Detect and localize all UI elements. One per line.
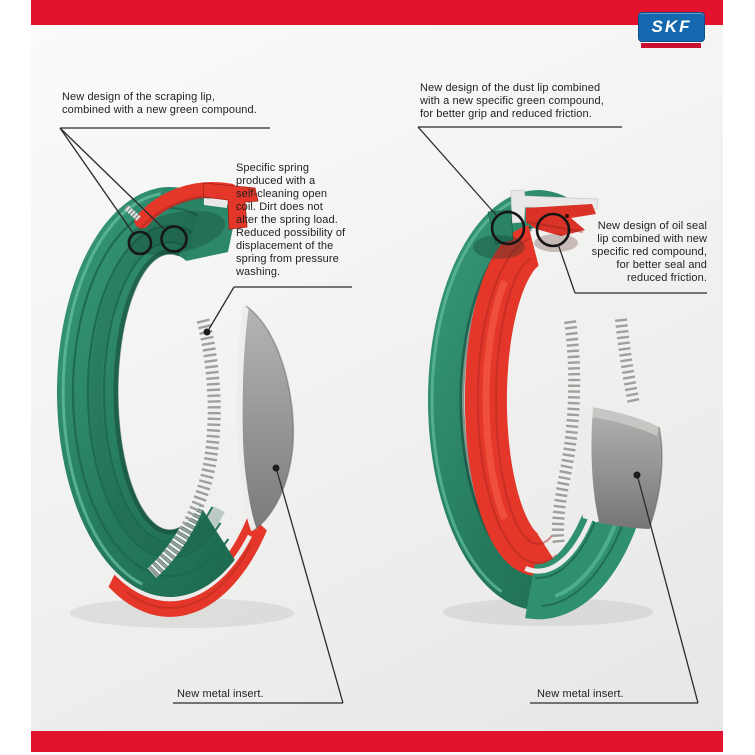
annotation-metal-insert-right: [537, 688, 624, 701]
annotation-line: New design of oil seal: [597, 220, 707, 232]
annotation-dust-lip: [420, 82, 604, 121]
right-seal-spring-curved: [558, 321, 574, 545]
annotation-line: with a new specific green compound,: [420, 95, 604, 107]
right-seal-metal-insert: [577, 407, 661, 529]
annotation-line: self-cleaning open: [236, 188, 328, 200]
annotation-line: spring from pressure: [236, 253, 339, 265]
annotation-line: New design of the dust lip combined: [420, 82, 601, 94]
annotation-scraping-lip: [62, 91, 257, 117]
scraping-lip-leader: [60, 128, 165, 230]
metal-insert-right-leader: [638, 478, 698, 703]
annotation-line: Reduced possibility of: [236, 227, 346, 239]
annotation-line: washing.: [236, 266, 281, 278]
annotation-metal-insert-left: [177, 688, 264, 701]
annotation-line: Specific spring: [236, 162, 310, 174]
annotation-line: lip combined with new: [597, 233, 707, 245]
spring-leader-dot: [204, 329, 211, 336]
annotation-line: for better grip and reduced friction.: [420, 108, 592, 120]
annotation-line: for better seal and: [616, 259, 707, 271]
right-seal-spring-straight: [621, 319, 634, 404]
annotation-line: displacement of the: [236, 240, 334, 252]
right-seal-red-band: [478, 239, 557, 563]
spring-leader: [209, 287, 234, 329]
annotation-line: alter the spring load.: [236, 214, 338, 226]
annotation-line: New design of the scraping lip,: [62, 91, 215, 103]
annotation-line: specific red compound,: [591, 246, 707, 258]
metal-insert-right-dot: [634, 472, 641, 479]
annotation-line: New metal insert.: [537, 688, 624, 700]
skf-logo-text: SKF: [651, 17, 692, 36]
annotation-line: reduced friction.: [627, 272, 707, 284]
annotation-line: coil. Dirt does not: [236, 201, 323, 213]
metal-insert-left-leader: [277, 471, 343, 703]
annotation-oil-seal-lip: [540, 220, 707, 285]
dust-lip-leader: [418, 127, 497, 216]
scraping-lip-leader: [60, 128, 133, 233]
annotation-line: produced with a: [236, 175, 316, 187]
annotation-spring: [236, 162, 345, 279]
annotation-line: combined with a new green compound.: [62, 104, 257, 116]
metal-insert-left-dot: [273, 465, 280, 472]
annotation-line: New metal insert.: [177, 688, 264, 700]
left-seal-metal-insert: [240, 306, 294, 530]
